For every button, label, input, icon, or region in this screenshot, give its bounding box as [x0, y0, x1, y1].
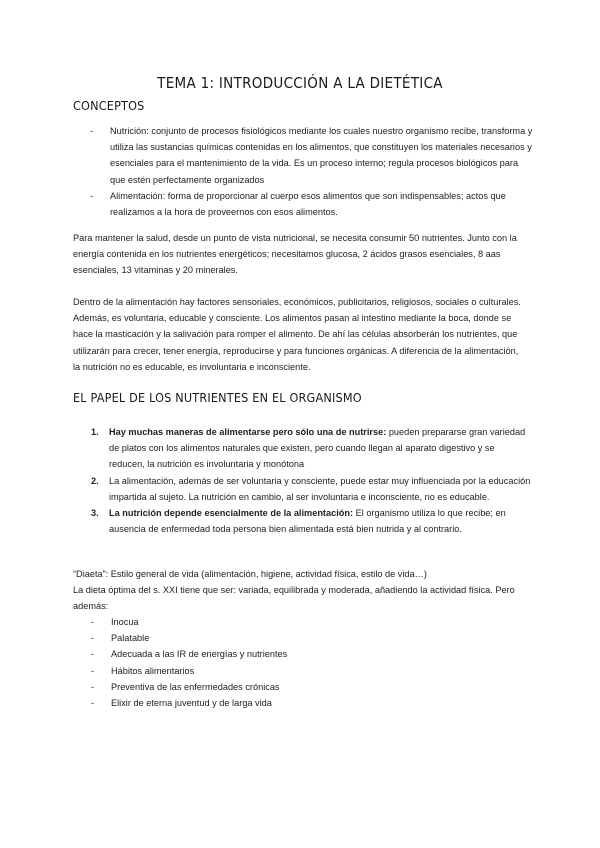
item-number: 3.	[91, 508, 99, 519]
list-item	[90, 123, 535, 188]
concepts-list	[90, 123, 535, 220]
list-item	[91, 614, 541, 630]
list-item	[91, 695, 541, 711]
list-item	[91, 646, 541, 662]
list-item-text: Palatable	[111, 633, 150, 644]
diet-list	[91, 614, 541, 711]
numbered-list	[91, 424, 531, 537]
list-item-text: Nutrición: conjunto de procesos fisiológicos mediante los cuales nuestro organismo recibe, transforma y utiliza las sustancias químicas contenidas en los alimentos, que constituyen los materiales necesarios y esenciales para el mantenimiento de la vida. Es un proceso interno; regula procesos biológicos para que estén perfectamente organizados	[110, 126, 533, 185]
numbered-item	[91, 424, 531, 473]
paragraph-text: La dieta óptima del s. XXI tiene que ser: variada, equilibrada y moderada, añadiendo la actividad física. Pero además:	[73, 585, 515, 612]
item-text: La alimentación, además de ser voluntaria y consciente, puede estar muy influenciada por la educación impartida al sujeto. La nutrición en cambio, al ser involuntaria e inconsciente, no es educable.	[109, 475, 531, 502]
list-item-text: Adecuada a las IR de energías y nutrientes	[111, 649, 288, 660]
list-item	[90, 188, 535, 220]
list-item-text: Preventiva de las enfermedades crónicas	[111, 681, 280, 692]
list-item	[91, 630, 541, 646]
section-heading-conceptos: CONCEPTOS	[73, 98, 145, 113]
item-text: pueden prepararse gran variedad de platos con los alimentos naturales que existen, pero cuando llegan al aparato digestivo y se reducen, la nutrición es involuntaria y monótona	[109, 427, 526, 470]
list-item-text: Inocua	[111, 617, 139, 627]
page-title: TEMA 1: INTRODUCCIÓN A LA DIETÉTICA	[157, 74, 443, 92]
list-item-text: Alimentación: forma de proporcionar al cuerpo esos alimentos que son indispensables; actos que realizamos a la hora de proveernos con esos alimentos.	[110, 190, 506, 218]
numbered-item	[91, 505, 531, 537]
list-item-text: Elixir de eterna juventud y de larga vida	[111, 698, 272, 709]
list-item-text: Hábitos alimentarios	[111, 665, 195, 676]
item-number: 2.	[91, 475, 99, 486]
item-bold-text: La nutrición depende esencialmente de la alimentación:	[109, 508, 354, 519]
item-number: 1.	[91, 427, 99, 437]
paragraph-alimentacion	[73, 294, 523, 375]
item-text: El organismo utiliza lo que recibe; en ausencia de enfermedad toda persona bien alimentada está bien nutrida y al contrario.	[109, 508, 506, 535]
paragraph-text: Dentro de la alimentación hay factores sensoriales, económicos, publicitarios, religiosos, sociales o culturales. Además, es voluntaria, educable y consciente. Los alimentos pasan al intestino mediante la boca, donde se hace la masticación y la salivación para romper el alimento. De ahí las células absorberán los nutrientes, que utilizarán para crecer, tener energía, reproducirse y para funciones orgánicas. A diferencia de la alimentación, la nutrición no es educable, es involuntaria e inconsciente.	[73, 297, 521, 372]
list-item	[91, 663, 541, 679]
paragraph-dieta	[73, 566, 523, 615]
item-bold-text: Hay muchas maneras de alimentarse pero sólo una de nutrirse:	[109, 427, 387, 437]
section-heading-nutrientes: EL PAPEL DE LOS NUTRIENTES EN EL ORGANISMO	[73, 390, 362, 405]
paragraph-text: Para mantener la salud, desde un punto de vista nutricional, se necesita consumir 50 nutrientes. Junto con la energía contenida en los nutrientes energéticos; necesitamos glucosa, 2 ácidos grasos esenciales, 8 aas esenciales, 13 vitaminas y 20 minerales.	[73, 233, 517, 276]
list-item	[91, 679, 541, 695]
paragraph-nutrients	[73, 230, 523, 279]
numbered-item	[91, 473, 531, 505]
paragraph-text: “Diaeta”: Estilo general de vida (alimentación, higiene, actividad física, estilo de vida…)	[73, 569, 427, 579]
